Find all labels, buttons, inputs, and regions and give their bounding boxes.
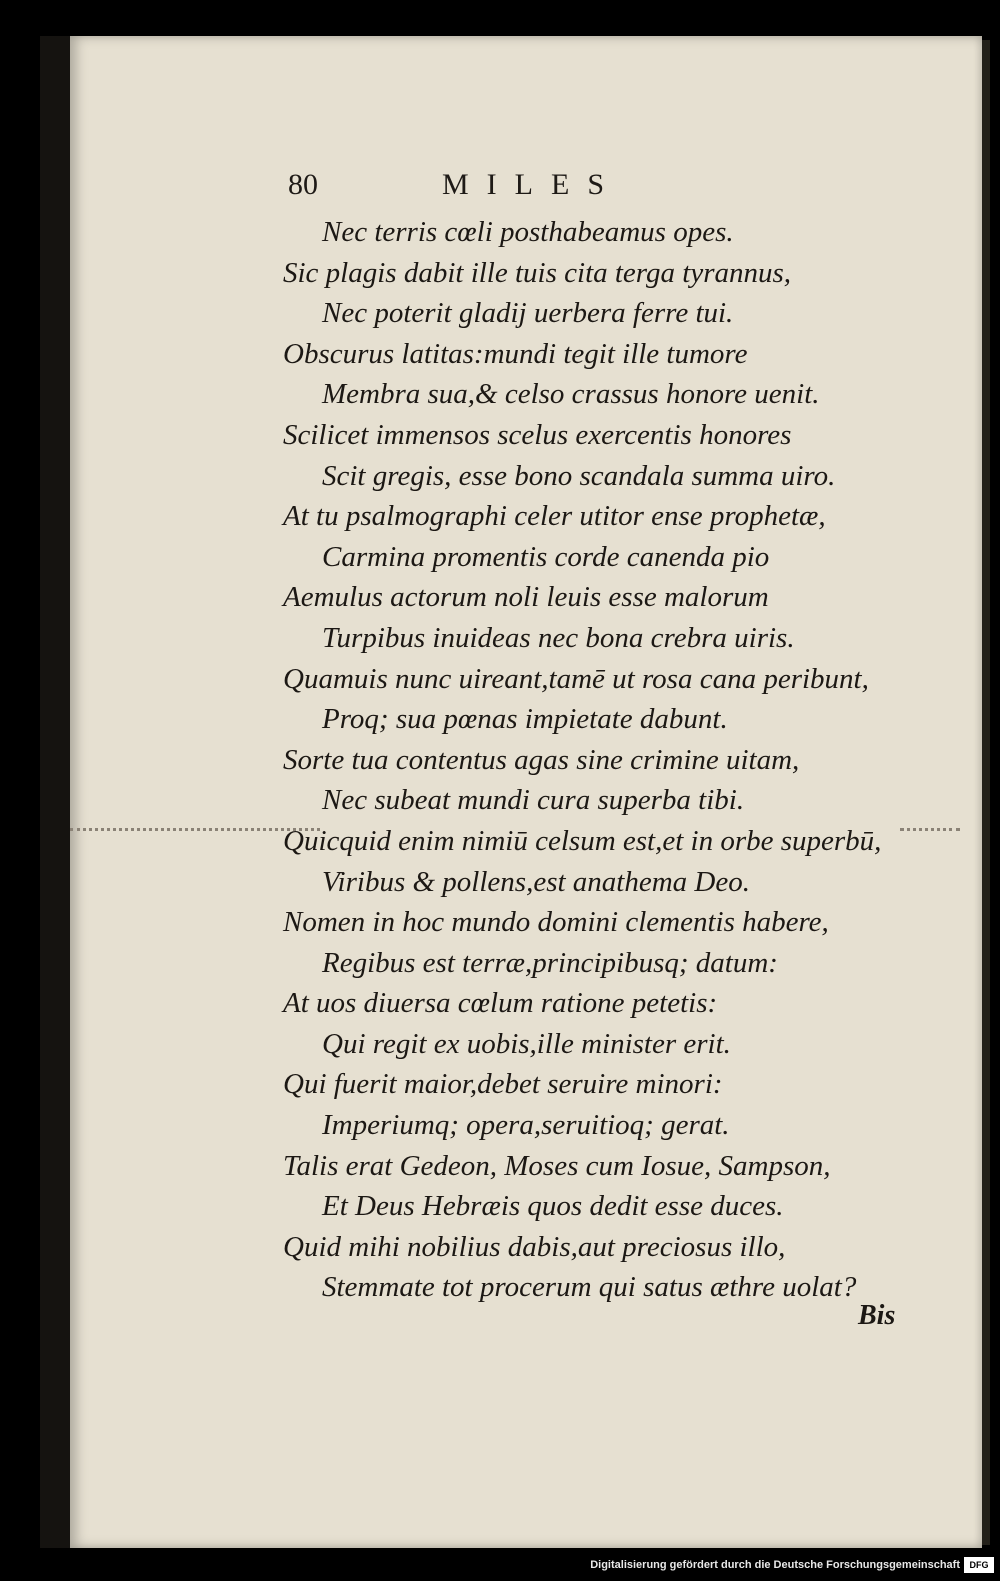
verse-line: Nec terris cœli posthabeamus opes. [322, 216, 734, 248]
book-spine [40, 36, 72, 1548]
verse-line: Et Deus Hebræis quos dedit esse duces. [322, 1190, 784, 1223]
book-page [70, 36, 982, 1548]
verse-line: Carmina promentis corde canenda pio [322, 540, 770, 573]
page-edge [982, 40, 990, 1545]
verse-line: Quid mihi nobilius dabis,aut preciosus illo, [283, 1230, 786, 1263]
verse-line: Nomen in hoc mundo domini clementis habere, [283, 906, 829, 939]
verse-line: Talis erat Gedeon, Moses cum Iosue, Sampson, [283, 1149, 831, 1182]
verse-line: At uos diuersa cœlum ratione petetis: [283, 987, 718, 1020]
verse-line: Sic plagis dabit ille tuis cita terga tyrannus, [283, 256, 792, 289]
verse-line: At tu psalmographi celer utitor ense prophetæ, [283, 500, 826, 533]
running-head: MILES [442, 168, 622, 201]
verse-line: Scit gregis, esse bono scandala summa uiro. [322, 459, 836, 492]
verse-line: Qui fuerit maior,debet seruire minori: [283, 1068, 723, 1101]
catchword: Bis [858, 1300, 896, 1331]
verse-list [70, 212, 982, 1308]
dfg-logo: DFG [964, 1557, 994, 1573]
verse-line: Turpibus inuideas nec bona crebra uiris. [322, 621, 795, 654]
verse-line: Nec poterit gladij uerbera ferre tui. [322, 297, 734, 330]
verse-line: Aemulus actorum noli leuis esse malorum [283, 581, 769, 614]
verse-line: Proq; sua pœnas impietate dabunt. [322, 703, 728, 736]
verse-line: Quicquid enim nimiū celsum est,et in orbe superbū, [283, 824, 882, 857]
page-header [70, 168, 982, 208]
verse-line: Regibus est terræ,principibusq; datum: [322, 946, 778, 979]
verse-line: Viribus & pollens,est anathema Deo. [322, 865, 750, 898]
verse-line: Scilicet immensos scelus exercentis honores [283, 418, 792, 451]
verse-line: Nec subeat mundi cura superba tibi. [322, 784, 745, 817]
verse-line: Sorte tua contentus agas sine crimine uitam, [283, 743, 800, 776]
verse-line: Quamuis nunc uireant,tamē ut rosa cana peribunt, [283, 662, 869, 695]
verse-line: Stemmate tot procerum qui satus æthre uolat? [322, 1271, 857, 1304]
page-number: 80 [288, 168, 318, 201]
verse-line: Membra sua,& celso crassus honore uenit. [322, 378, 820, 411]
verse-line: Obscurus latitas:mundi tegit ille tumore [283, 337, 748, 370]
funding-credit: Digitalisierung gefördert durch die Deutsche Forschungsgemeinschaft [590, 1559, 960, 1571]
verse-line: Qui regit ex uobis,ille minister erit. [322, 1027, 731, 1060]
verse-line: Imperiumq; opera,seruitioq; gerat. [322, 1109, 730, 1142]
footer-bar [0, 1551, 1000, 1581]
